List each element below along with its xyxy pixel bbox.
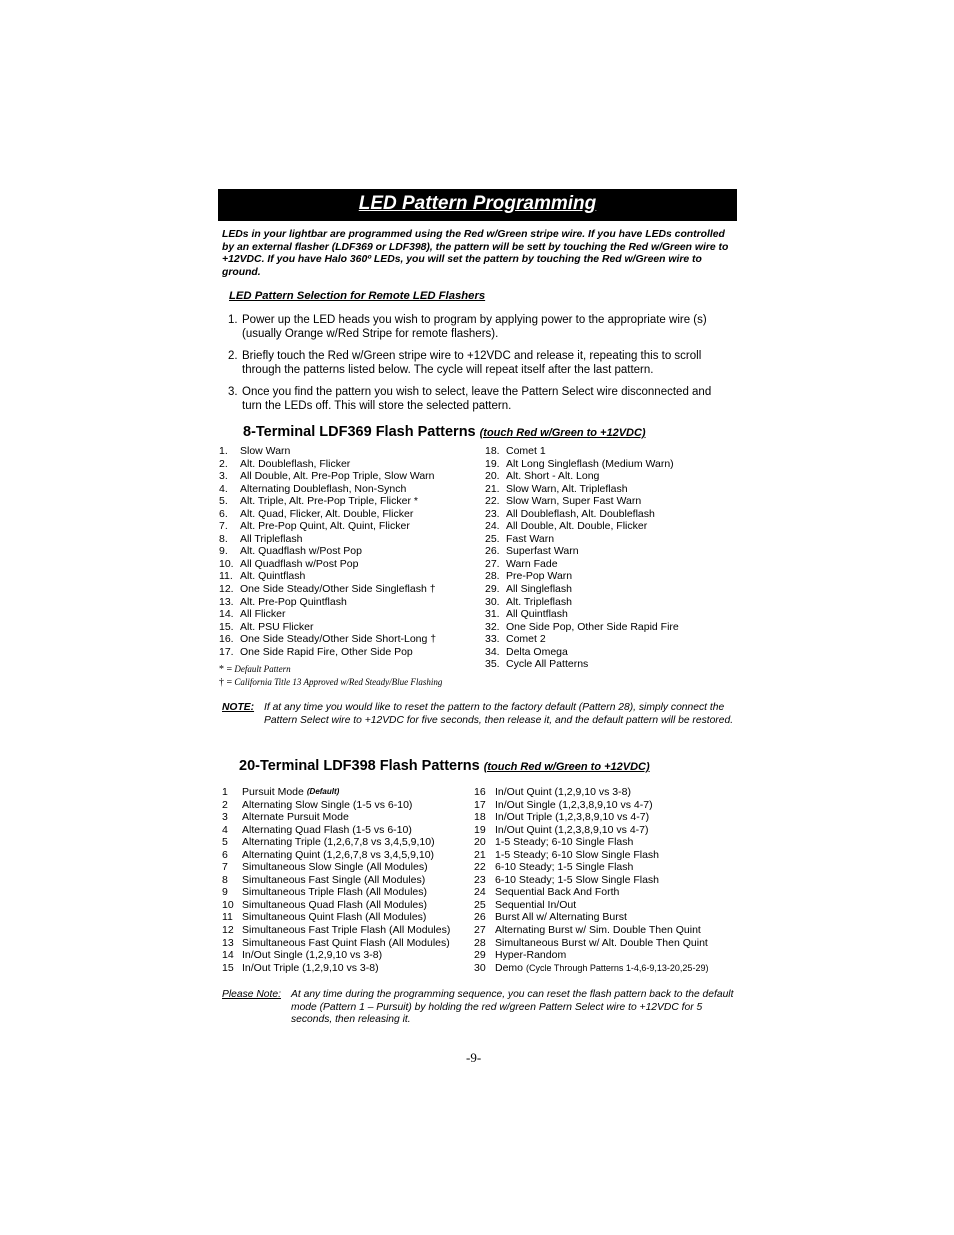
- pattern-number: 8: [222, 873, 228, 886]
- pattern-name: Alternating Doubleflash, Non-Synch: [240, 482, 407, 495]
- pattern-number: 17: [474, 798, 486, 811]
- pattern-item: [485, 608, 735, 621]
- pattern-name: All Double, Alt. Pre-Pop Triple, Slow Warn: [240, 470, 435, 483]
- pattern-item: [219, 533, 479, 546]
- pattern-name: In/Out Single (1,2,9,10 vs 3-8): [242, 949, 383, 962]
- pattern-name: Alt. Short - Alt. Long: [506, 470, 600, 483]
- ldf369-subtitle: (touch Red w/Green to +12VDC): [479, 427, 646, 439]
- pattern-item: [219, 483, 479, 496]
- pattern-number: 16.: [219, 633, 234, 646]
- pattern-item: [219, 445, 479, 458]
- pattern-name: Alt. Triple, Alt. Pre-Pop Triple, Flicker *: [240, 495, 418, 508]
- pattern-item: [474, 962, 734, 975]
- pattern-name: Alt. Tripleflash: [506, 595, 572, 608]
- pattern-item: [485, 570, 735, 583]
- pattern-number: 11: [222, 911, 233, 924]
- pattern-item: [485, 658, 735, 671]
- please-note: [222, 989, 734, 1027]
- pattern-number: 6: [222, 848, 228, 861]
- footnote-default: * = Default Pattern: [219, 664, 291, 675]
- pattern-name: In/Out Triple (1,2,9,10 vs 3-8): [242, 961, 379, 974]
- pattern-item: [222, 899, 472, 912]
- pattern-item: [222, 811, 472, 824]
- pattern-item: [485, 470, 735, 483]
- pattern-item: [485, 508, 735, 521]
- pattern-item: [485, 483, 735, 496]
- pattern-name: Simultaneous Burst w/ Alt. Double Then Quint: [495, 936, 708, 949]
- pattern-number: 35.: [485, 658, 500, 671]
- pattern-name: In/Out Quint (1,2,3,8,9,10 vs 4-7): [495, 823, 649, 836]
- please-note-text: At any time during the programming sequence, you can reset the flash pattern back to the default mode (Pattern 1 – Pursuit) by holding the red w/green Pattern Select wire to +12VDC for 5 seconds, then releasing it.: [291, 989, 734, 1025]
- pattern-number: 25: [474, 898, 486, 911]
- pattern-name: Alt. Doubleflash, Flicker: [240, 457, 351, 470]
- pattern-name: Demo: [495, 961, 524, 974]
- pattern-name: Warn Fade: [506, 557, 558, 570]
- pattern-item: [222, 861, 472, 874]
- pattern-item: [219, 458, 479, 471]
- pattern-name: In/Out Quint (1,2,9,10 vs 3-8): [495, 786, 631, 798]
- pattern-item: [222, 786, 472, 799]
- pattern-item: [485, 545, 735, 558]
- pattern-number: 8.: [219, 532, 228, 545]
- pattern-name: Sequential Back And Forth: [495, 886, 620, 899]
- pattern-name: Simultaneous Fast Triple Flash (All Modules): [242, 924, 451, 937]
- pattern-name: Simultaneous Quad Flash (All Modules): [242, 898, 428, 911]
- pattern-number: 16: [474, 786, 486, 798]
- pattern-item: [474, 811, 734, 824]
- pattern-number: 9: [222, 886, 228, 899]
- pattern-number: 2: [222, 798, 228, 811]
- pattern-number: 28: [474, 936, 486, 949]
- pattern-name: Simultaneous Quint Flash (All Modules): [242, 911, 427, 924]
- pattern-item: [222, 836, 472, 849]
- ldf369-section-title: [243, 424, 646, 440]
- pattern-item: [474, 899, 734, 912]
- pattern-number: 6.: [219, 507, 228, 520]
- pattern-item: [474, 836, 734, 849]
- pattern-number: 30: [474, 961, 486, 974]
- pattern-item: [474, 849, 734, 862]
- pattern-item: [474, 861, 734, 874]
- page-title: LED Pattern Programming: [358, 193, 597, 214]
- pattern-item: [485, 583, 735, 596]
- pattern-item: [222, 849, 472, 862]
- pattern-name: Alternating Quint (1,2,6,7,8 vs 3,4,5,9,10): [242, 848, 435, 861]
- pattern-item: [222, 937, 472, 950]
- pattern-name: Alternating Quad Flash (1-5 vs 6-10): [242, 823, 412, 836]
- pattern-number: 12: [222, 924, 234, 937]
- pattern-number: 5: [222, 836, 228, 849]
- note-text: If at any time you would like to reset the pattern to the factory default (Pattern 28), simply connect the Pattern Select wire to +12VDC for five seconds, then release it, and the default pattern will be restored.: [264, 702, 734, 726]
- pattern-item: [474, 824, 734, 837]
- pattern-name: All Doubleflash, Alt. Doubleflash: [506, 507, 655, 520]
- pattern-name: Simultaneous Fast Quint Flash (All Modules): [242, 936, 450, 949]
- pattern-number: 29.: [485, 583, 500, 596]
- pattern-number: 14: [222, 949, 234, 962]
- pattern-item: [219, 646, 479, 659]
- pattern-number: 24.: [485, 520, 500, 533]
- pattern-name: 1-5 Steady; 6-10 Single Flash: [495, 836, 634, 849]
- pattern-name: Alternating Triple (1,2,6,7,8 vs 3,4,5,9,10): [242, 836, 435, 849]
- pattern-name: One Side Steady/Other Side Short-Long †: [240, 633, 437, 646]
- default-tag: (Default): [306, 787, 340, 796]
- pattern-name: Cycle All Patterns: [506, 658, 589, 671]
- pattern-number: 4.: [219, 482, 228, 495]
- pattern-item: [219, 608, 479, 621]
- pattern-name: Pre-Pop Warn: [506, 570, 573, 583]
- pattern-name: Slow Warn, Super Fast Warn: [506, 495, 642, 508]
- pattern-name: One Side Rapid Fire, Other Side Pop: [240, 645, 413, 658]
- pattern-item: [474, 911, 734, 924]
- pattern-item: [485, 558, 735, 571]
- pattern-name: Fast Warn: [506, 532, 555, 545]
- programming-steps: [228, 313, 728, 421]
- pattern-number: 14.: [219, 608, 234, 621]
- pattern-name: Simultaneous Triple Flash (All Modules): [242, 886, 427, 899]
- pattern-item: [474, 874, 734, 887]
- step-number: 1.: [228, 314, 238, 326]
- pattern-name: 6-10 Steady; 1-5 Single Flash: [495, 861, 634, 874]
- ldf369-footnotes: [219, 663, 442, 689]
- ldf398-list-left: [222, 786, 472, 974]
- pattern-item: [474, 949, 734, 962]
- pattern-number: 20: [474, 836, 486, 849]
- pattern-number: 15: [222, 961, 234, 974]
- pattern-number: 19.: [485, 457, 500, 470]
- ldf369-title: 8-Terminal LDF369 Flash Patterns: [243, 424, 476, 440]
- reset-note: [222, 702, 734, 727]
- pattern-item: [219, 558, 479, 571]
- pattern-item: [474, 799, 734, 812]
- pattern-item: [222, 962, 472, 975]
- pattern-name: Alt. Pre-Pop Quintflash: [240, 595, 347, 608]
- pattern-number: 2.: [219, 457, 228, 470]
- pattern-name: Alt. Quad, Flicker, Alt. Double, Flicker: [240, 507, 414, 520]
- pattern-number: 28.: [485, 570, 500, 583]
- pattern-name: In/Out Single (1,2,3,8,9,10 vs 4-7): [495, 798, 653, 811]
- pattern-number: 12.: [219, 583, 234, 596]
- pattern-number: 33.: [485, 633, 500, 646]
- pattern-item: [222, 924, 472, 937]
- pattern-item: [485, 520, 735, 533]
- pattern-name: Alternate Pursuit Mode: [242, 811, 349, 824]
- pattern-name: Slow Warn: [240, 445, 291, 457]
- pattern-name: Comet 1: [506, 445, 546, 457]
- pattern-item: [219, 621, 479, 634]
- pattern-item: [485, 445, 735, 458]
- pattern-item: [485, 533, 735, 546]
- pattern-number: 3: [222, 811, 228, 824]
- pattern-number: 1.: [219, 445, 228, 457]
- remote-flasher-heading: LED Pattern Selection for Remote LED Flashers: [229, 290, 486, 302]
- pattern-number: 7.: [219, 520, 228, 533]
- pattern-number: 21.: [485, 482, 500, 495]
- pattern-item: [222, 949, 472, 962]
- pattern-name: One Side Steady/Other Side Singleflash †: [240, 583, 436, 596]
- pattern-number: 5.: [219, 495, 228, 508]
- pattern-number: 3.: [219, 470, 228, 483]
- step-text: Power up the LED heads you wish to program by applying power to the appropriate wire (s) (usually Orange w/Red Stripe for remote flashers).: [242, 314, 707, 340]
- pattern-number: 30.: [485, 595, 500, 608]
- pattern-number: 15.: [219, 620, 234, 633]
- pattern-number: 34.: [485, 645, 500, 658]
- pattern-number: 9.: [219, 545, 228, 558]
- pattern-number: 10.: [219, 557, 234, 570]
- pattern-item: [219, 520, 479, 533]
- pattern-number: 22.: [485, 495, 500, 508]
- pattern-name: Alt. Quadflash w/Post Pop: [240, 545, 362, 558]
- pattern-item: [222, 911, 472, 924]
- pattern-item: [219, 570, 479, 583]
- pattern-name: Alternating Slow Single (1-5 vs 6-10): [242, 798, 413, 811]
- pattern-name: Hyper-Random: [495, 949, 567, 962]
- pattern-name: All Quintflash: [506, 608, 568, 621]
- pattern-number: 19: [474, 823, 486, 836]
- ldf398-list-right: [474, 786, 734, 974]
- pattern-number: 22: [474, 861, 486, 874]
- pattern-name: Delta Omega: [506, 645, 568, 658]
- pattern-number: 23.: [485, 507, 500, 520]
- pattern-item: [485, 495, 735, 508]
- pattern-item: [485, 646, 735, 659]
- pattern-number: 21: [474, 848, 486, 861]
- ldf398-title: 20-Terminal LDF398 Flash Patterns: [239, 758, 480, 774]
- pattern-name: All Tripleflash: [240, 532, 303, 545]
- please-note-label: Please Note:: [222, 989, 281, 1000]
- pattern-name: All Flicker: [240, 608, 286, 621]
- pattern-number: 18.: [485, 445, 500, 457]
- step-item: [228, 313, 728, 341]
- step-item: [228, 385, 728, 413]
- pattern-name: All Singleflash: [506, 583, 572, 596]
- pattern-item: [219, 470, 479, 483]
- pattern-name: 6-10 Steady; 1-5 Slow Single Flash: [495, 873, 660, 886]
- pattern-name: Alt. Quintflash: [240, 570, 306, 583]
- step-number: 3.: [228, 386, 238, 398]
- pattern-name: Alt. Pre-Pop Quint, Alt. Quint, Flicker: [240, 520, 410, 533]
- pattern-name: Simultaneous Fast Single (All Modules): [242, 873, 426, 886]
- pattern-name: Superfast Warn: [506, 545, 579, 558]
- pattern-number: 26.: [485, 545, 500, 558]
- pattern-item: [219, 596, 479, 609]
- step-text: Once you find the pattern you wish to select, leave the Pattern Select wire disconnected and turn the LEDs off. This will store the selected pattern.: [242, 386, 712, 412]
- pattern-item: [222, 799, 472, 812]
- pattern-item: [485, 596, 735, 609]
- intro-paragraph: LEDs in your lightbar are programmed using the Red w/Green stripe wire. If you have LEDs controlled by an external flasher (LDF369 or LDF398), the pattern will be sett by touching the Red w/Green wire to +12VDC. If you have Halo 360º LEDs, you will set the pattern by touching the Red w/Green wire to ground.: [222, 229, 729, 278]
- pattern-number: 13: [222, 936, 234, 949]
- pattern-name: In/Out Triple (1,2,3,8,9,10 vs 4-7): [495, 811, 650, 824]
- pattern-name: One Side Pop, Other Side Rapid Fire: [506, 620, 679, 633]
- pattern-item: [219, 495, 479, 508]
- pattern-number: 29: [474, 949, 486, 962]
- pattern-name: All Quadflash w/Post Pop: [240, 557, 359, 570]
- pattern-item: [219, 633, 479, 646]
- pattern-item: [485, 621, 735, 634]
- pattern-number: 4: [222, 823, 228, 836]
- pattern-item: [474, 786, 734, 799]
- pattern-item: [474, 886, 734, 899]
- pattern-item: [219, 545, 479, 558]
- ldf398-subtitle: (touch Red w/Green to +12VDC): [483, 761, 650, 773]
- pattern-name: Slow Warn, Alt. Tripleflash: [506, 482, 628, 495]
- pattern-name: 1-5 Steady; 6-10 Slow Single Flash: [495, 848, 660, 861]
- pattern-number: 32.: [485, 620, 500, 633]
- pattern-item: [222, 874, 472, 887]
- pattern-name: Alt. PSU Flicker: [240, 620, 314, 633]
- pattern-name: All Double, Alt. Double, Flicker: [506, 520, 648, 533]
- pattern-name: Sequential In/Out: [495, 898, 577, 911]
- pattern-number: 31.: [485, 608, 500, 621]
- pattern-number: 1: [222, 786, 228, 798]
- pattern-number: 18: [474, 811, 486, 824]
- pattern-name: Pursuit Mode: [242, 786, 304, 798]
- pattern-number: 27: [474, 924, 486, 937]
- pattern-number: 13.: [219, 595, 234, 608]
- pattern-number: 7: [222, 861, 228, 874]
- note-label: NOTE:: [222, 702, 255, 713]
- pattern-name: Simultaneous Slow Single (All Modules): [242, 861, 428, 874]
- pattern-number: 27.: [485, 557, 500, 570]
- step-number: 2.: [228, 350, 238, 362]
- pattern-number: 25.: [485, 532, 500, 545]
- pattern-item: [222, 886, 472, 899]
- pattern-name: Burst All w/ Alternating Burst: [495, 911, 627, 924]
- title-bar: [218, 189, 737, 221]
- pattern-number: 11.: [219, 570, 233, 583]
- pattern-number: 23: [474, 873, 486, 886]
- pattern-item: [219, 508, 479, 521]
- pattern-number: 24: [474, 886, 486, 899]
- pattern-item: [474, 924, 734, 937]
- ldf369-list-left: [219, 445, 479, 658]
- page-number: -9-: [466, 1050, 482, 1065]
- pattern-number: 10: [222, 898, 234, 911]
- pattern-item: [219, 583, 479, 596]
- footnote-california: † = California Title 13 Approved w/Red Steady/Blue Flashing: [219, 677, 443, 688]
- pattern-number: 17.: [219, 645, 234, 658]
- pattern-item: [485, 633, 735, 646]
- pattern-number: 20.: [485, 470, 500, 483]
- pattern-item: [474, 937, 734, 950]
- pattern-name: Comet 2: [506, 633, 546, 646]
- ldf369-list-right: [485, 445, 735, 671]
- pattern-name: Alt Long Singleflash (Medium Warn): [506, 457, 674, 470]
- pattern-number: 26: [474, 911, 486, 924]
- step-item: [228, 349, 728, 377]
- demo-tag: (Cycle Through Patterns 1-4,6-9,13-20,25-29): [526, 962, 709, 973]
- pattern-item: [222, 824, 472, 837]
- step-text: Briefly touch the Red w/Green stripe wire to +12VDC and release it, repeating this to scroll through the patterns listed below. The cycle will repeat itself after the last pattern.: [242, 350, 702, 376]
- ldf398-section-title: [239, 758, 650, 774]
- pattern-item: [485, 458, 735, 471]
- pattern-name: Alternating Burst w/ Sim. Double Then Quint: [495, 924, 701, 937]
